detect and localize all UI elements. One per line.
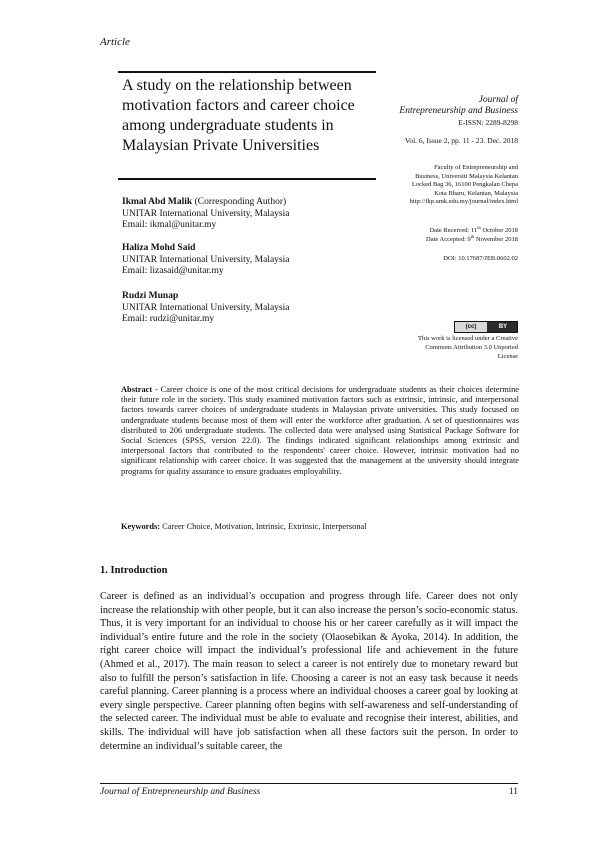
keywords-text: Career Choice, Motivation, Intrinsic, Extrinsic, Interpersonal xyxy=(160,522,367,531)
publisher-address xyxy=(370,164,518,207)
article-type-label: Article xyxy=(100,36,130,48)
date-received-suffix: October 2018 xyxy=(480,227,518,234)
author-affiliation: UNITAR International University, Malaysia xyxy=(122,208,290,219)
cc-icon: (cc) xyxy=(455,322,487,332)
author-name: Haliza Mohd Said xyxy=(122,243,196,253)
author-affiliation: UNITAR International University, Malaysia xyxy=(122,302,290,313)
license-line: This work is licensed under a Creative xyxy=(418,335,518,342)
introduction-body: Career is defined as an individual’s occupation and progress through life. Career does not only increase the relationship with other people, but it can also increase the person’s socio-economic status. Thus, it is very important for an individual to choose his or her career carefully as it will impact the individual’s entire future and the role in the society (Olaosebikan & Ayoka, 2014). In addition, the right career choice will impact the individual’s professional life and achievement in the future (Ahmed et al., 2017). The main reason to select a career is not entirely due to monetary reward but also to fulfill the person’s satisfaction in life. Choosing a career is not an easy task because it needs careful planning. Career planning is a process where an individual chooses a career goal by looking at every single perspective. Career planning often begins with self-awareness and self-understanding of the selected career. The individual must be able to evaluate and recognise their interest, abilities, and skills. The individual will have job satisfaction when all these factors suit the person. In order to determine an individual’s suitable career, the xyxy=(100,591,518,752)
publisher-line: Kota Bharu, Kelantan, Malaysia xyxy=(434,189,518,197)
publisher-line: Faculty of Entrepreneurship and xyxy=(434,164,518,171)
date-accepted-suffix: November 2018 xyxy=(474,236,518,243)
author-role: (Corresponding Author) xyxy=(192,197,287,207)
abstract xyxy=(121,385,519,477)
submission-dates xyxy=(370,226,518,244)
volume-issue: Vol. 6, Issue 2, pp. 11 - 23. Dec. 2018 xyxy=(404,136,518,145)
author-affiliation: UNITAR International University, Malaysia xyxy=(122,254,290,265)
publisher-line: Business, Universiti Malaysia Kelantan xyxy=(415,172,518,180)
title-bottom-rule xyxy=(118,178,376,180)
date-accepted-sup: th xyxy=(470,233,475,239)
author-block xyxy=(122,243,372,278)
author-email[interactable]: Email: lizasaid@unitar.my xyxy=(122,266,224,276)
journal-info xyxy=(380,95,518,128)
journal-url-link[interactable]: http://fkp.umk.edu.my/journal/index.html xyxy=(409,198,518,206)
license-line: Commons Attribution 3.0 Unported xyxy=(425,344,518,351)
doi-link[interactable]: DOI: 10.17687/JEB.0602.02 xyxy=(443,255,518,262)
author-email[interactable]: Email: ikmal@unitar.my xyxy=(122,220,217,230)
author-name: Ikmal Abd Malik xyxy=(122,197,193,207)
license-text xyxy=(380,334,518,361)
author-block xyxy=(122,197,372,232)
footer-journal-name: Journal of Entrepreneurship and Business xyxy=(100,787,261,797)
publisher-line: Locked Bag 36, 16100 Pengkalan Chepa xyxy=(411,181,518,189)
keywords-label: Keywords: xyxy=(121,522,161,531)
date-received-prefix: Date Received: 11 xyxy=(429,227,478,234)
paper-title: A study on the relationship between motivation factors and career choice among undergraduate students in Malaysian Private Universities xyxy=(122,77,355,154)
author-name-line xyxy=(122,291,372,303)
title-top-rule xyxy=(118,71,376,73)
abstract-text: - Career choice is one of the most critical decisions for undergraduate students as their choices determine their future role in the society. This study examined motivation factors such as extrinsic, intrinsic, and interpersonal factors towards career choices of undergraduate students in Malaysian private universities. This study focused on undergraduate students because most of them will enter the workforce after graduation. A set of questionnaires was distributed to 206 undergraduate students. The collected data were analysed using Statistical Package Software for Social Sciences (SPSS, version 22.0). The findings indicated significant relationships among extrinsic and interpersonal factors that contributed to the respondents' career choice. However, intrinsic motivation had no significant relationship with career choice. It was suggested that the management at the university should integrate programs for quality assurance to ensure graduates employability. xyxy=(121,385,519,476)
journal-name-line-1: Journal of xyxy=(478,95,518,105)
by-icon: BY xyxy=(498,324,508,330)
author-email[interactable]: Email: rudzi@unitar.my xyxy=(122,314,215,324)
date-accepted xyxy=(370,235,518,244)
author-name-line xyxy=(122,243,372,255)
date-received-sup: th xyxy=(477,224,481,230)
license-line: License xyxy=(497,353,518,360)
date-accepted-prefix: Date Accepted: 9 xyxy=(426,236,471,243)
cc-by-license-badge[interactable] xyxy=(454,321,518,333)
abstract-label: Abstract xyxy=(121,385,153,394)
author-block xyxy=(122,291,372,326)
footer-rule xyxy=(100,783,518,784)
section-heading-introduction: 1. Introduction xyxy=(100,565,168,576)
date-received xyxy=(370,226,518,235)
keywords xyxy=(121,522,519,531)
author-name-line xyxy=(122,197,372,209)
page-number: 11 xyxy=(508,787,518,797)
author-name: Rudzi Munap xyxy=(122,291,179,301)
journal-eissn: E-ISSN: 2289-8298 xyxy=(458,118,518,127)
journal-name-line-2: Entrepreneurship and Business xyxy=(399,106,518,116)
